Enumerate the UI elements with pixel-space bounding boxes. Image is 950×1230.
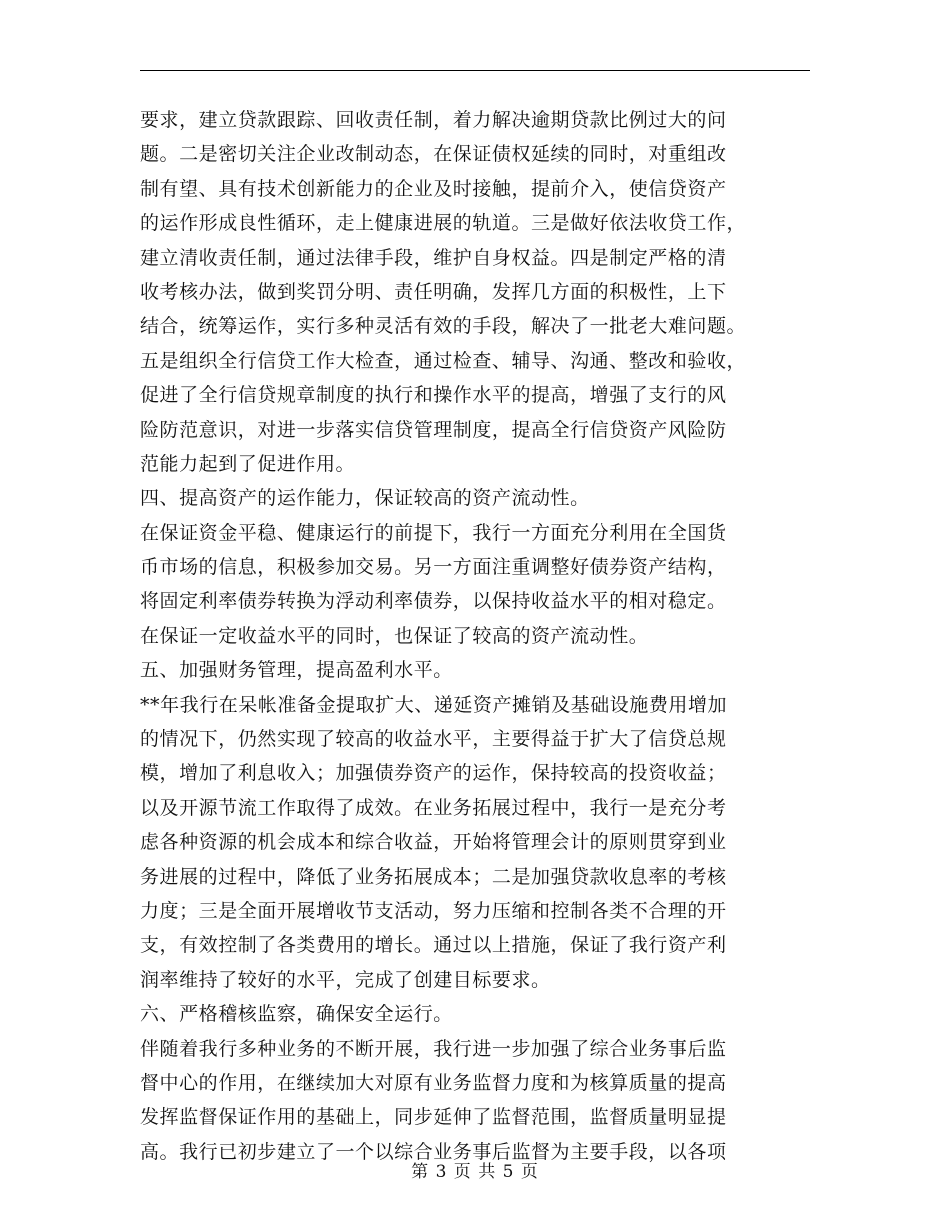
document-body [140,103,810,1169]
text-line: 五是组织全行信贷工作大检查，通过检查、辅导、沟通、整改和验收， [140,349,747,372]
header-rule [140,70,810,71]
text-line: 制有望、具有技术创新能力的企业及时接触，提前介入，使信贷资产 [140,177,727,200]
text-line: 币市场的信息，积极参加交易。另一方面注重调整好债券资产结构， [140,556,727,579]
text-line: 险防范意识，对进一步落实信贷管理制度，提高全行信贷资产风险防 [140,418,727,441]
text-line: 将固定利率债券转换为浮动利率债券，以保持收益水平的相对稳定。 [140,590,727,613]
text-line: 结合，统筹运作，实行多种灵活有效的手段，解决了一批老大难问题。 [140,315,747,338]
section-heading: 六、严格稽核监察，确保安全运行。 [140,1003,453,1026]
text-line: 以及开源节流工作取得了成效。在业务拓展过程中，我行一是充分考 [140,796,727,819]
text-line: 力度；三是全面开展增收节支活动，努力压缩和控制各类不合理的开 [140,899,727,922]
text-line: 在保证资金平稳、健康运行的前提下，我行一方面充分利用在全国货 [140,521,727,544]
text-line: 伴随着我行多种业务的不断开展，我行进一步加强了综合业务事后监 [140,1037,727,1060]
text-line: 促进了全行信贷规章制度的执行和操作水平的提高，增强了支行的风 [140,384,727,407]
text-line: 的情况下，仍然实现了较高的收益水平，主要得益于扩大了信贷总规 [140,728,727,751]
text-line: 务进展的过程中，降低了业务拓展成本；二是加强贷款收息率的考核 [140,865,727,888]
text-line: **年我行在呆帐准备金提取扩大、递延资产摊销及基础设施费用增加 [140,693,728,716]
page-number-footer: 第 3 页 共 5 页 [411,1162,539,1182]
text-line: 虑各种资源的机会成本和综合收益，开始将管理会计的原则贯穿到业 [140,831,727,854]
text-line: 润率维持了较好的水平，完成了创建目标要求。 [140,968,551,991]
text-line: 要求，建立贷款跟踪、回收责任制，着力解决逾期贷款比例过大的问 [140,109,727,131]
text-line: 的运作形成良性循环，走上健康进展的轨道。三是做好依法收贷工作， [140,212,747,235]
text-line: 范能力起到了促进作用。 [140,452,356,475]
section-heading: 五、加强财务管理，提高盈利水平。 [140,659,453,682]
text-line: 题。二是密切关注企业改制动态，在保证债权延续的同时，对重组改 [140,143,727,166]
text-line: 模，增加了利息收入；加强债券资产的运作，保持较高的投资收益； [140,762,727,785]
text-line: 高。我行已初步建立了一个以综合业务事后监督为主要手段，以各项 [140,1140,727,1163]
text-line: 建立清收责任制，通过法律手段，维护自身权益。四是制定严格的清 [140,246,727,269]
text-line: 督中心的作用，在继续加大对原有业务监督力度和为核算质量的提高 [140,1071,727,1094]
text-line: 发挥监督保证作用的基础上，同步延伸了监督范围，监督质量明显提 [140,1106,727,1129]
section-heading: 四、提高资产的运作能力，保证较高的资产流动性。 [140,487,590,510]
text-line: 在保证一定收益水平的同时，也保证了较高的资产流动性。 [140,624,649,647]
text-line: 支，有效控制了各类费用的增长。通过以上措施，保证了我行资产利 [140,934,727,957]
text-line: 收考核办法，做到奖罚分明、责任明确，发挥几方面的积极性，上下 [140,280,727,303]
